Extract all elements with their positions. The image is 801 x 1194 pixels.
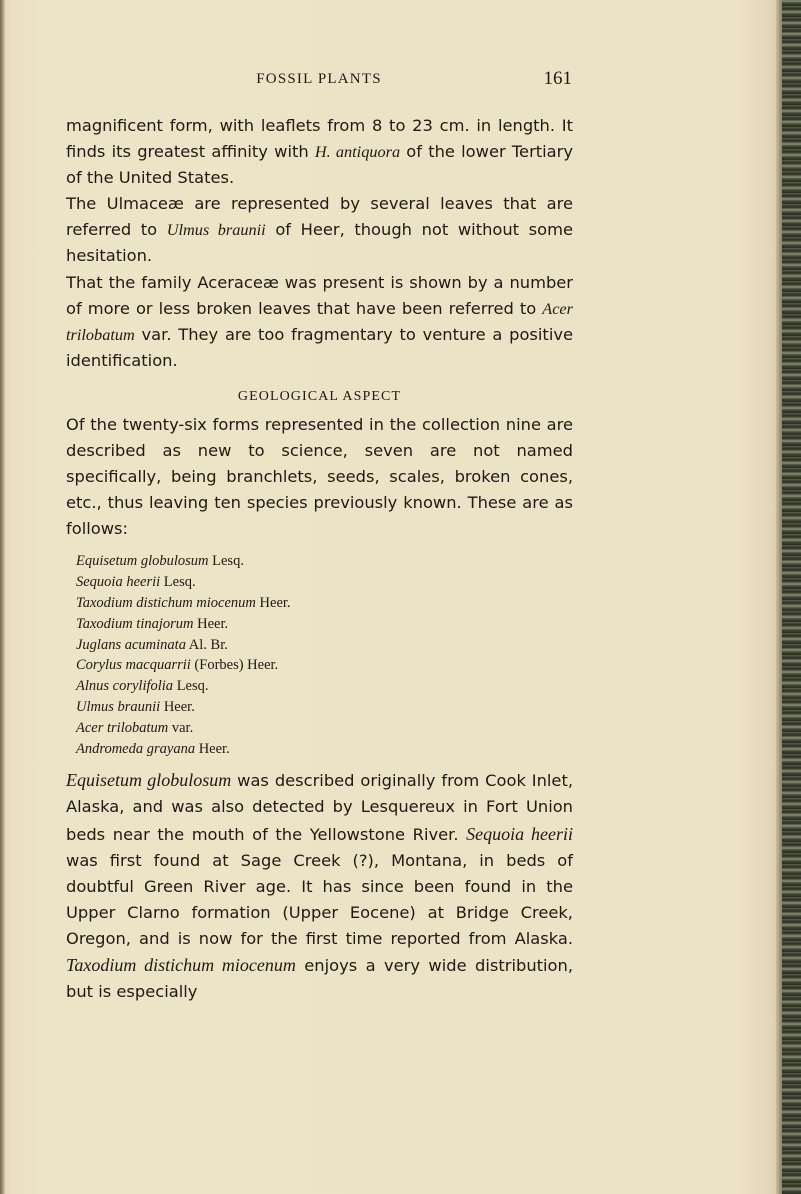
taxon-name: Equisetum globulosum [66, 770, 232, 791]
page-header [66, 68, 572, 92]
section-intro: Of the twenty-six forms represented in the collection nine are described as new to science, seven are not named specifically, being branchlets, seeds, scales, broken cones, etc., thus leaving ten species previously known. These are as follows: [66, 414, 573, 539]
species-author: Lesq. [160, 574, 196, 591]
page-number: 161 [543, 68, 572, 89]
list-item [76, 572, 573, 593]
species-author: Lesq. [208, 553, 244, 570]
species-author: Heer. [255, 595, 291, 611]
taxon-name: Sequoia heerii [466, 823, 573, 844]
paragraph-1-text-a: magnificent form, with leaflets from 8 to 23 cm. in length. It finds its greatest affinity with [66, 116, 573, 162]
species-name: Taxodium distichum miocenum [76, 595, 256, 611]
species-author: Al. Br. [185, 636, 228, 653]
closing-text-1: was described originally from Cook Inlet, Alaska, and was also detected by Lesquereux in Fort Union beds near the mouth of the Yellowstone River. [66, 771, 573, 844]
page-body [66, 113, 573, 1005]
book-spine-edge [782, 0, 801, 1194]
species-author: Heer. [195, 740, 230, 757]
list-item [76, 614, 573, 635]
species-author: var. [168, 719, 194, 736]
paragraph-1 [66, 113, 573, 191]
taxon-name: Acer trilobatum [66, 298, 573, 344]
list-item [76, 593, 573, 614]
species-author: Lesq. [173, 678, 209, 695]
species-author: (Forbes) Heer. [190, 657, 279, 674]
page-left-edge [0, 0, 5, 1194]
species-name: Acer trilobatum [76, 719, 169, 736]
running-title: FOSSIL PLANTS [256, 71, 382, 87]
paragraph-3-text-b: var. They are too fragmentary to venture a positive identification. [66, 324, 573, 370]
species-name: Taxodium tinajorum [76, 615, 194, 632]
paragraph-2-text-b: of Heer, though not without some hesitation. [66, 220, 573, 266]
species-name: Corylus macquarrii [76, 657, 191, 674]
species-name: Alnus corylifolia [76, 678, 174, 695]
list-item [76, 697, 573, 718]
species-name: Sequoia heerii [76, 574, 161, 591]
closing-text-3: enjoys a very wide distribution, but is especially [66, 956, 573, 1002]
paragraph-3-text-a: That the family Aceraceæ was present is shown by a number of more or less broken leaves that have been referred to [66, 272, 573, 318]
species-name: Equisetum globulosum [76, 553, 209, 570]
species-author: Heer. [160, 698, 195, 715]
list-item [76, 635, 573, 656]
taxon-name: Taxodium distichum miocenum [66, 955, 296, 976]
species-name: Ulmus braunii [76, 698, 161, 715]
taxon-name: H. antiquora [314, 142, 401, 162]
species-author: Heer. [193, 615, 229, 632]
list-item [76, 676, 573, 697]
species-list [76, 551, 573, 759]
list-item [76, 655, 573, 676]
list-item [76, 551, 573, 572]
closing-paragraph [66, 767, 573, 1005]
paragraph-2 [66, 191, 573, 269]
section-heading: GEOLOGICAL ASPECT [237, 388, 402, 404]
paragraph-1-text-b: of the lower Tertiary of the United States. [66, 142, 573, 188]
species-name: Juglans acuminata [76, 636, 186, 653]
species-name: Andromeda grayana [76, 740, 196, 757]
paragraph-2-text-a: The Ulmaceæ are represented by several leaves that are referred to [66, 194, 573, 240]
paragraph-3 [66, 270, 573, 374]
list-item [76, 718, 573, 739]
list-item [76, 739, 573, 760]
closing-text-2: was first found at Sage Creek (?), Montana, in beds of doubtful Green River age. It has since been found in the Upper Clarno formation (Upper Eocene) at Bridge Creek, Oregon, and is now for the first time reported from Alaska. [66, 850, 573, 948]
taxon-name: Ulmus braunii [166, 220, 266, 240]
